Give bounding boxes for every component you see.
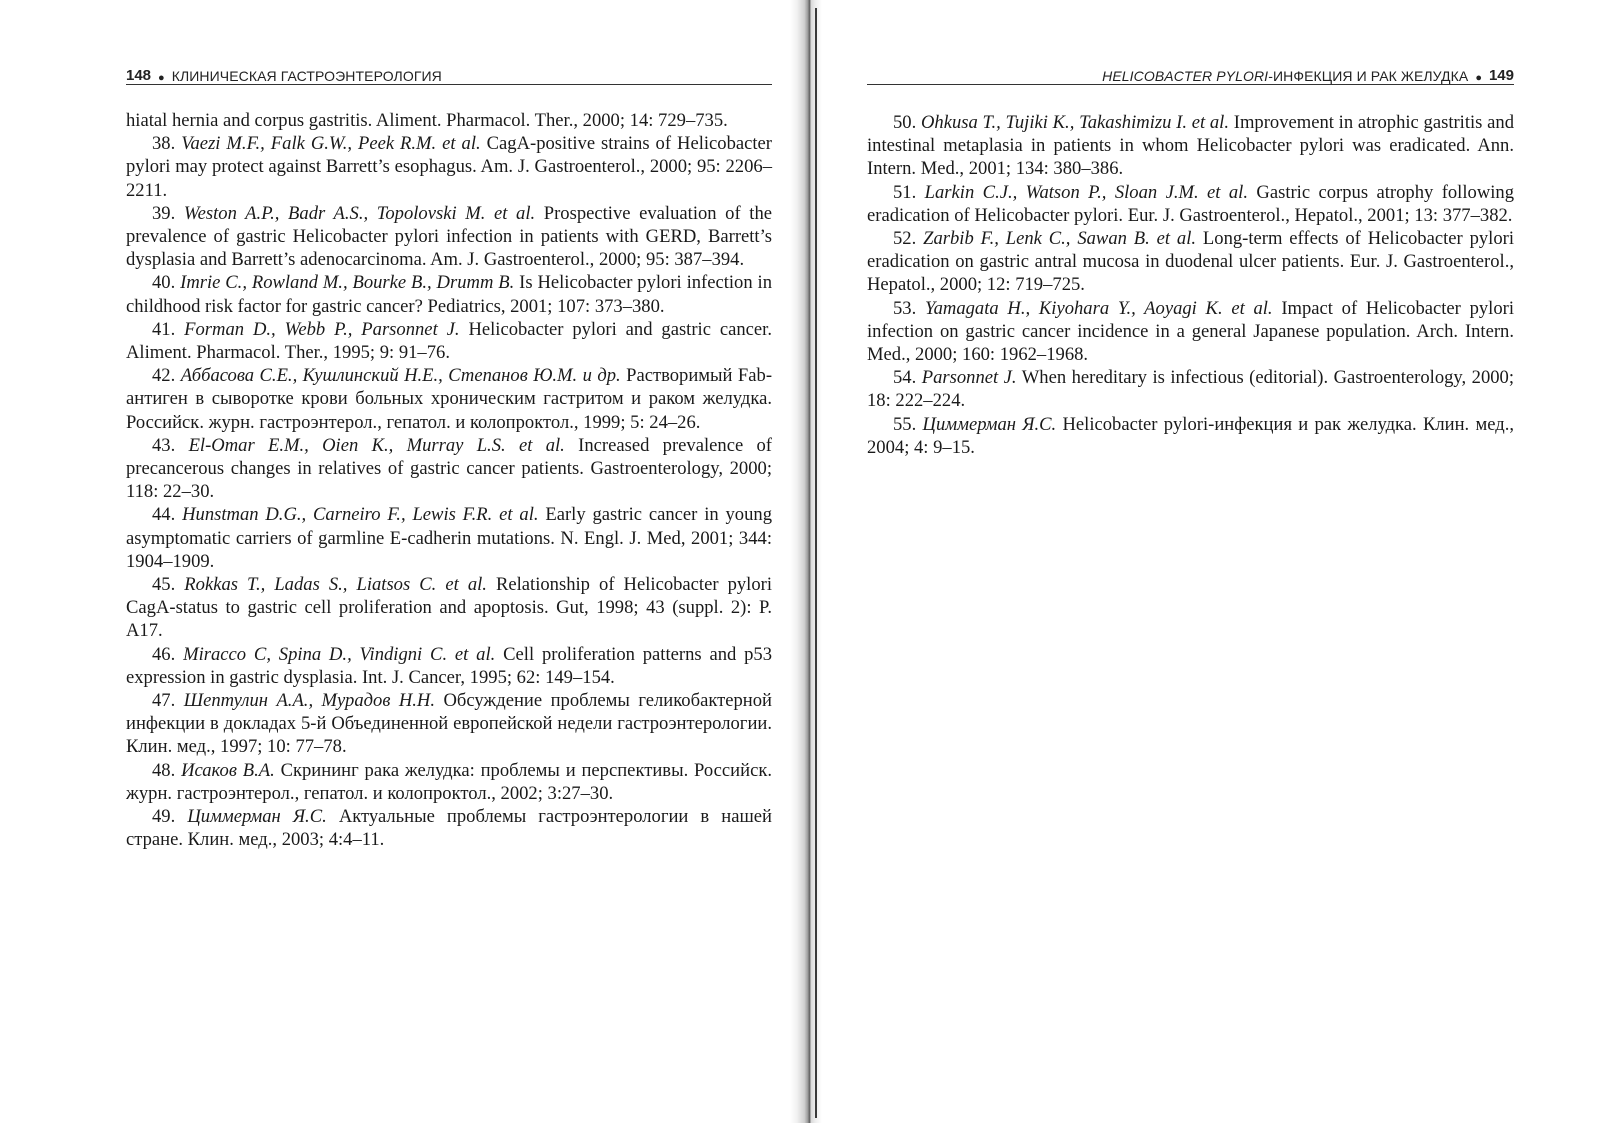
reference-entry bbox=[867, 227, 1514, 297]
reference-authors: Larkin C.J., Watson P., Sloan J.M. et al. bbox=[924, 181, 1248, 203]
reference-authors: Циммерман Я.С. bbox=[187, 806, 327, 828]
reference-authors: Miracco C, Spina D., Vindigni C. et al. bbox=[183, 643, 496, 665]
reference-text: Impact of Helicobacter pylori infection on gastric cancer incidence in a general Japanese population. Arch. Intern. Med., 2000; 160: 1962–1968. bbox=[867, 297, 1515, 366]
reference-text: Cell proliferation patterns and p53 expression in gastric dysplasia. Int. J. Cancer, 1995; 62: 149–154. bbox=[126, 643, 773, 688]
reference-text: CagA-positive strains of Helicobacter pylori may protect against Barrett’s esophagus. Am. J. Gastroenterol., 2000; 95: 2206–2211. bbox=[126, 133, 772, 201]
reference-number: 43. bbox=[152, 434, 176, 456]
reference-entry bbox=[126, 643, 772, 689]
reference-text: Prospective evaluation of the prevalence of gastric Helicobacter pylori infection in patients with GERD, Barrett’s dysplasia and Barrett’s adenocarcinoma. Am. J. Gastroenterol., 2000; 95: 387–394. bbox=[126, 202, 773, 271]
reference-number: 55. bbox=[893, 413, 917, 435]
reference-authors: El-Omar E.M., Oien K., Murray L.S. et al. bbox=[188, 434, 565, 456]
reference-authors: Циммерман Я.С. bbox=[922, 413, 1057, 435]
bullet-icon: ● bbox=[158, 72, 165, 84]
reference-authors: Ohkusa T., Tujiki K., Takashimizu I. et al. bbox=[921, 112, 1229, 133]
reference-entry bbox=[867, 111, 1514, 181]
reference-authors: Rokkas T., Ladas S., Liatsos C. et al. bbox=[184, 574, 487, 596]
reference-authors: Forman D., Webb P., Parsonnet J. bbox=[184, 318, 460, 340]
reference-entry bbox=[126, 689, 772, 759]
reference-entry bbox=[126, 364, 772, 434]
reference-continuation: hiatal hernia and corpus gastritis. Aliment. Pharmacol. Ther., 2000; 14: 729–735. bbox=[126, 110, 728, 131]
right-page-number: 149 bbox=[1488, 67, 1514, 84]
reference-text: Relationship of Helicobacter pylori CagA-status to gastric cell proliferation and apoptosis. Gut, 1998; 43 (suppl. 2): P. A17. bbox=[126, 574, 772, 642]
reference-text: Early gastric cancer in young asymptomatic carriers of garmline E-cadherin mutations. N. Engl. J. Med, 2001; 344: 1904–1909. bbox=[126, 504, 772, 572]
reference-text: Improvement in atrophic gastritis and intestinal metaplasia in patients in whom Helicobacter pylori was eradicated. Ann. Intern. Med., 2001; 134: 380–386. bbox=[867, 112, 1514, 180]
reference-authors: Yamagata H., Kiyohara Y., Aoyagi K. et al. bbox=[924, 297, 1273, 319]
reference-entry bbox=[867, 366, 1514, 412]
reference-entry bbox=[126, 434, 772, 504]
reference-entry bbox=[126, 271, 772, 317]
reference-text: Растворимый Fab-антиген в сыворотке крови больных хроническим гастритом и раком желудка. Российск. журн. гастроэнтерол., гепатол. и колопроктол., 1999; 5: 24–26. bbox=[126, 365, 773, 433]
right-references bbox=[867, 111, 1514, 459]
reference-authors: Hunstman D.G., Carneiro F., Lewis F.R. et al. bbox=[182, 504, 539, 526]
left-page-number: 148 bbox=[126, 67, 152, 84]
reference-entry bbox=[126, 132, 772, 202]
reference-entry bbox=[126, 202, 772, 272]
running-head-italic: HELICOBACTER PYLORI bbox=[1102, 68, 1269, 84]
reference-text: Is Helicobacter pylori infection in childhood risk factor for gastric cancer? Pediatrics, 2001; 107: 373–380. bbox=[126, 272, 772, 317]
reference-number: 42. bbox=[152, 365, 176, 387]
left-references bbox=[126, 132, 772, 851]
reference-number: 44. bbox=[152, 504, 176, 526]
reference-text: When hereditary is infectious (editorial). Gastroenterology, 2000; 18: 222–224. bbox=[867, 367, 1514, 412]
reference-entry bbox=[126, 503, 772, 573]
reference-entry bbox=[126, 573, 772, 643]
reference-text: Обсуждение проблемы геликобактерной инфекции в докладах 5-й Объединенной европейской недели гастроэнтерологии. Клин. мед., 1997; 10: 77–78. bbox=[126, 690, 772, 758]
reference-entry bbox=[867, 297, 1514, 367]
right-page bbox=[812, 0, 1600, 1123]
reference-entry bbox=[126, 318, 772, 364]
reference-number: 49. bbox=[152, 806, 176, 828]
reference-entry bbox=[867, 181, 1514, 227]
reference-authors: Zarbib F., Lenk C., Sawan B. et al. bbox=[923, 228, 1197, 250]
reference-number: 39. bbox=[152, 202, 176, 224]
left-running-head bbox=[126, 60, 772, 85]
reference-entry bbox=[867, 413, 1514, 459]
reference-authors: Аббасова С.Е., Кушлинский Н.Е., Степанов Ю.М. и др. bbox=[180, 365, 621, 387]
reference-authors: Imrie C., Rowland M., Bourke B., Drumm B. bbox=[180, 272, 515, 294]
reference-text: Helicobacter pylori-инфекция и рак желудка. Клин. мед., 2004; 4: 9–15. bbox=[867, 413, 1515, 458]
reference-number: 51. bbox=[893, 181, 917, 203]
reference-number: 50. bbox=[893, 112, 917, 133]
reference-number: 53. bbox=[893, 297, 917, 319]
reference-entry bbox=[126, 759, 772, 805]
reference-authors: Исаков В.А. bbox=[181, 759, 275, 781]
reference-authors: Vaezi M.F., Falk G.W., Peek R.M. et al. bbox=[181, 133, 481, 155]
reference-number: 41. bbox=[152, 318, 176, 340]
running-head-rest: -ИНФЕКЦИЯ И РАК ЖЕЛУДКА bbox=[1268, 68, 1469, 84]
reference-authors: Шептулин А.А., Мурадов Н.Н. bbox=[183, 690, 436, 712]
left-running-head-title: КЛИНИЧЕСКАЯ ГАСТРОЭНТЕРОЛОГИЯ bbox=[171, 68, 442, 84]
reference-text: Long-term effects of Helicobacter pylori eradication on gastric antral mucosa in duodenal ulcer patients. Eur. J. Gastroenterol., Hepatol., 2000; 12: 719–725. bbox=[867, 228, 1514, 296]
reference-authors: Weston A.P., Badr A.S., Topolovski M. et al. bbox=[183, 202, 536, 224]
reference-text: Increased prevalence of precancerous changes in relatives of gastric cancer patients. Gastroenterology, 2000; 118: 22–30. bbox=[126, 434, 772, 503]
reference-number: 40. bbox=[152, 272, 176, 294]
reference-entry bbox=[126, 805, 772, 851]
bullet-icon: ● bbox=[1475, 72, 1482, 84]
right-running-head bbox=[867, 60, 1514, 85]
reference-number: 45. bbox=[152, 574, 176, 596]
reference-number: 54. bbox=[893, 367, 917, 389]
reference-text: Скрининг рака желудка: проблемы и перспективы. Российск. журн. гастроэнтерол., гепатол. и колопроктол., 2002; 3:27–30. bbox=[126, 759, 773, 804]
reference-text: Helicobacter pylori and gastric cancer. Aliment. Pharmacol. Ther., 1995; 9: 91–76. bbox=[126, 318, 772, 364]
reference-text: Gastric corpus atrophy following eradication of Helicobacter pylori. Eur. J. Gastroenterol., Hepatol., 2001; 13: 377–382. bbox=[867, 181, 1515, 226]
reference-number: 47. bbox=[152, 690, 176, 712]
reference-number: 46. bbox=[152, 643, 176, 665]
reference-number: 38. bbox=[152, 133, 176, 155]
right-running-head-title bbox=[1102, 68, 1468, 84]
left-reference-list bbox=[126, 109, 772, 852]
reference-number: 48. bbox=[152, 759, 176, 781]
reference-authors: Parsonnet J. bbox=[921, 367, 1017, 389]
reference-number: 52. bbox=[893, 228, 917, 250]
right-reference-list bbox=[867, 111, 1514, 459]
reference-text: Актуальные проблемы гастроэнтерологии в нашей стране. Клин. мед., 2003; 4:4–11. bbox=[126, 806, 772, 851]
